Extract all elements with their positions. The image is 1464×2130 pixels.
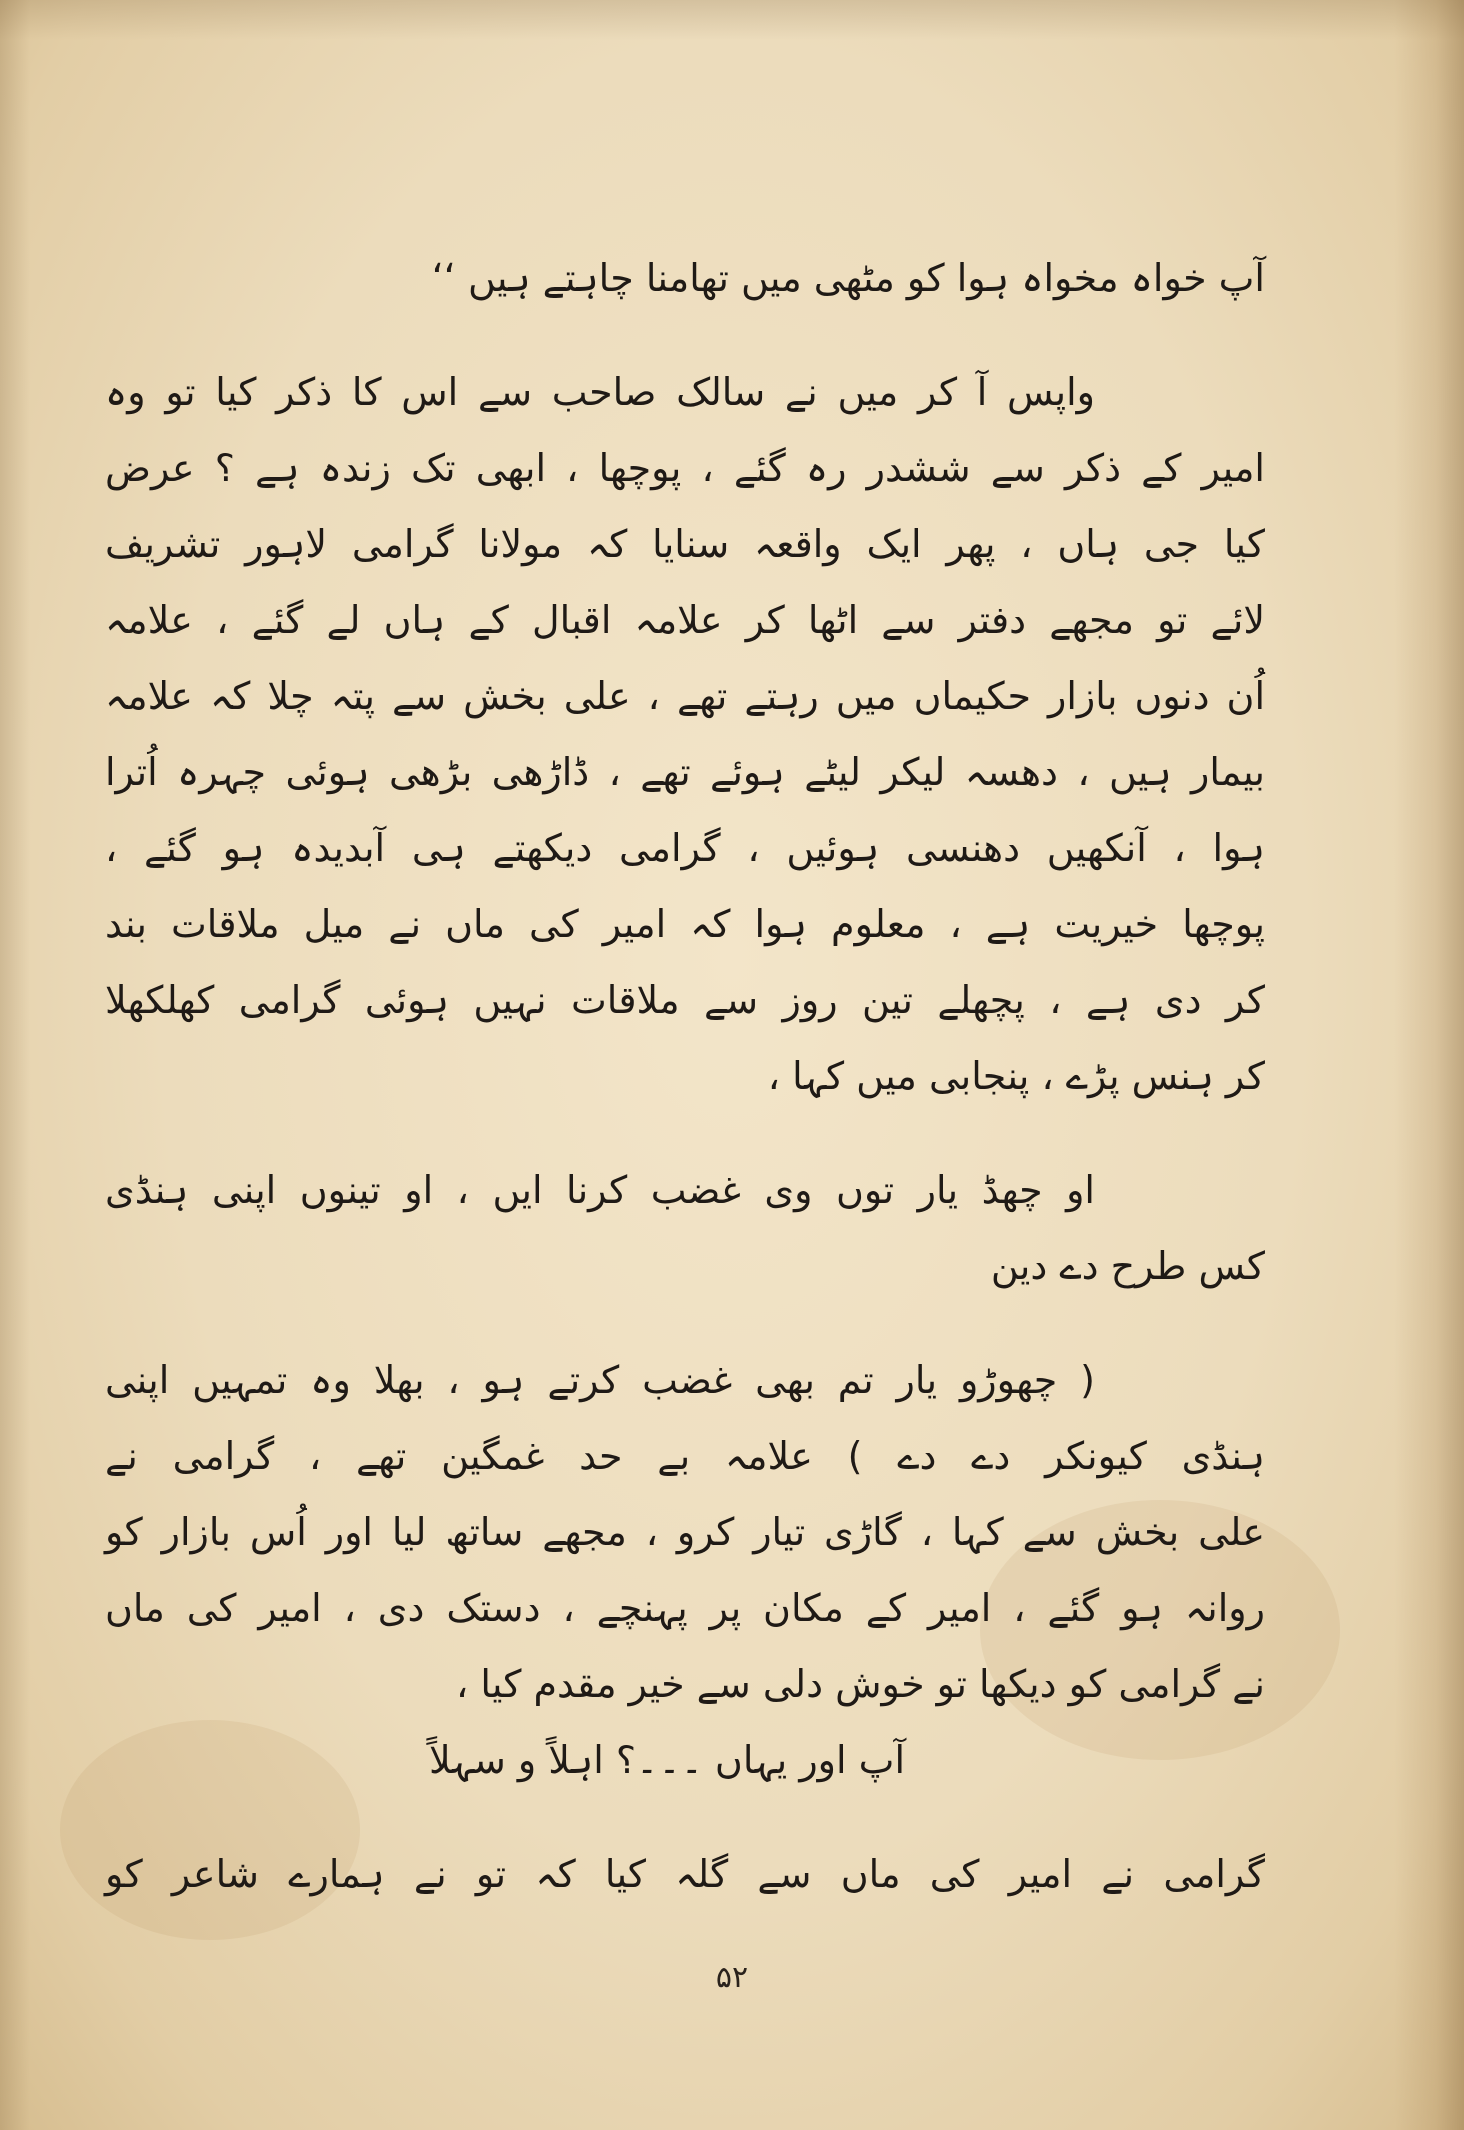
- text-line: آپ خواہ مخواہ ہوا کو مٹھی میں تھامنا چاہتے ہیں ‘‘: [431, 256, 1265, 300]
- text-line: کس طرح دے دین: [990, 1244, 1265, 1288]
- text-line: اُن دنوں بازار حکیماں میں رہتے تھے ، علی بخش سے پتہ چلا کہ علامہ: [105, 674, 1265, 718]
- text-line: امیر کے ذکر سے ششدر رہ گئے ، پوچھا ، ابھی تک زندہ ہے ؟ عرض: [105, 446, 1265, 490]
- text-line: او چھڈ یار توں وی غضب کرنا ایں ، او تینوں اپنی ہنڈی: [105, 1168, 1095, 1212]
- text-line: لائے تو مجھے دفتر سے اٹھا کر علامہ اقبال کے ہاں لے گئے ، علامہ: [105, 598, 1265, 642]
- text-line: ( چھوڑو یار تم بھی غضب کرتے ہو ، بھلا وہ تمہیں اپنی: [105, 1358, 1095, 1402]
- text-line: کر ہنس پڑے ، پنجابی میں کہا ،: [767, 1054, 1265, 1098]
- paragraph-salik: [105, 354, 1265, 1114]
- paragraph-greeting: [105, 1722, 1265, 1798]
- page-text: [105, 240, 1265, 1912]
- text-line: نے گرامی کو دیکھا تو خوش دلی سے خیر مقدم کیا ،: [455, 1662, 1265, 1706]
- paragraph-punjabi-quote: [105, 1152, 1265, 1304]
- text-line: گرامی نے امیر کی ماں سے گلہ کیا کہ تو نے ہمارے شاعر کو: [105, 1852, 1265, 1896]
- page-right-edge-shadow: [1394, 0, 1464, 2130]
- paragraph-closing: [105, 1836, 1265, 1912]
- page-top-shadow: [0, 0, 1464, 40]
- text-line: ہوا ، آنکھیں دھنسی ہوئیں ، گرامی دیکھتے ہی آبدیدہ ہو گئے ،: [105, 826, 1265, 870]
- text-line: روانہ ہو گئے ، امیر کے مکان پر پہنچے ، دستک دی ، امیر کی ماں: [105, 1586, 1265, 1630]
- text-line: کر دی ہے ، پچھلے تین روز سے ملاقات نہیں ہوئی گرامی کھلکھلا: [105, 978, 1265, 1022]
- page-left-edge-shadow: [0, 0, 30, 2130]
- text-line: پوچھا خیریت ہے ، معلوم ہوا کہ امیر کی ماں نے میل ملاقات بند: [105, 902, 1265, 946]
- text-line: واپس آ کر میں نے سالک صاحب سے اس کا ذکر کیا تو وہ: [105, 370, 1095, 414]
- paragraph-translation: [105, 1342, 1265, 1722]
- text-line: علی بخش سے کہا ، گاڑی تیار کرو ، مجھے ساتھ لیا اور اُس بازار کو: [105, 1510, 1265, 1554]
- page-number: ۵۲: [715, 1960, 749, 1995]
- text-line: بیمار ہیں ، دھسہ لیکر لیٹے ہوئے تھے ، ڈاڑھی بڑھی ہوئی چہرہ اُترا: [105, 750, 1265, 794]
- paragraph-opening: [105, 240, 1265, 316]
- text-line: کیا جی ہاں ، پھر ایک واقعہ سنایا کہ مولانا گرامی لاہور تشریف: [105, 522, 1265, 566]
- text-line: آپ اور یہاں ۔۔۔؟ اہلاً و سہلاً: [429, 1738, 905, 1782]
- text-line: ہنڈی کیونکر دے دے ) علامہ بے حد غمگین تھے ، گرامی نے: [105, 1434, 1265, 1478]
